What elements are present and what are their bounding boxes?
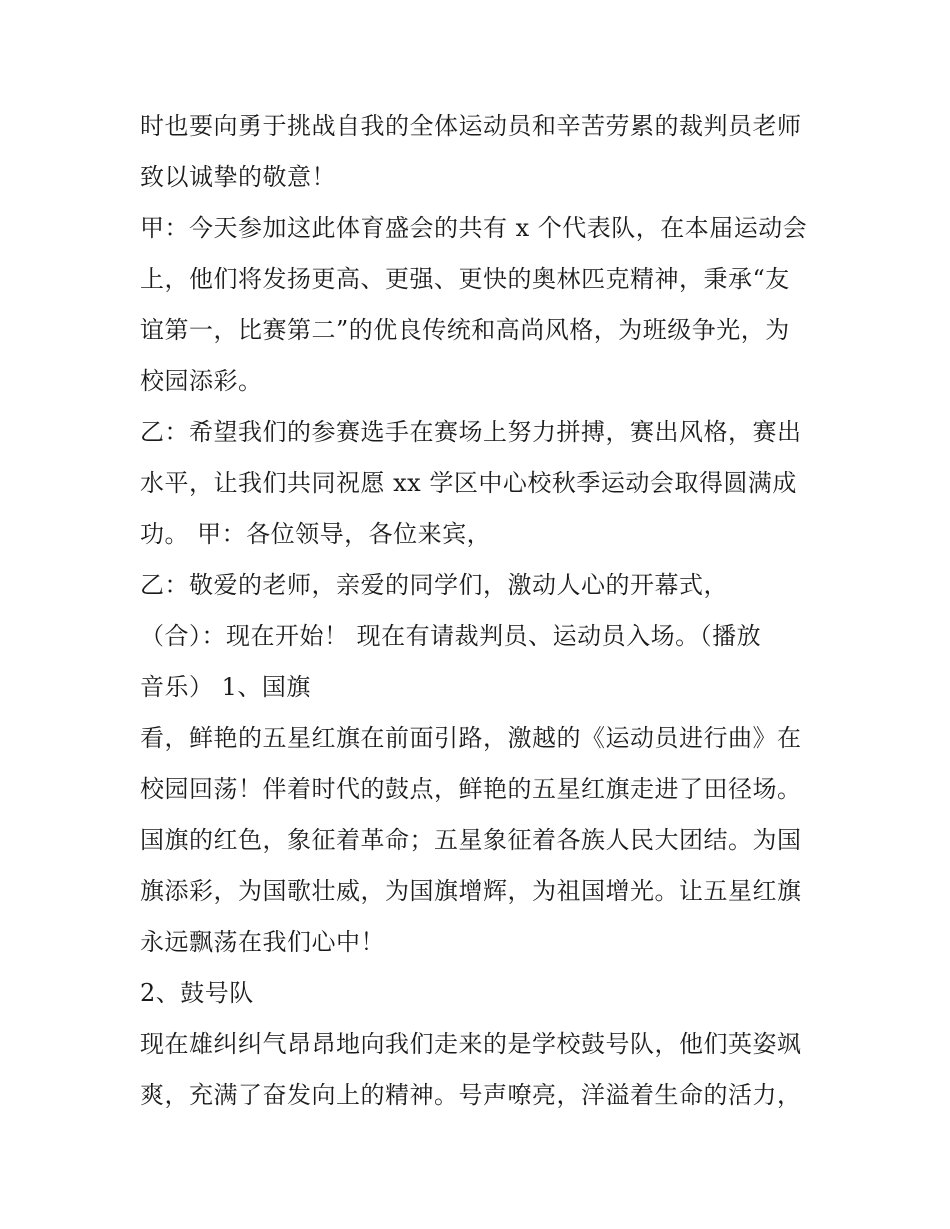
- text-line: 乙：希望我们的参赛选手在赛场上努力拼搏，赛出风格，赛出: [140, 418, 802, 446]
- text-line: 致以诚挚的敬意！: [140, 163, 336, 191]
- text-line: 校园回荡！伴着时代的鼓点，鲜艳的五星红旗走进了田径场。: [140, 775, 802, 803]
- text-line: 谊第一，比赛第二”的优良传统和高尚风格，为班级争光，为: [140, 316, 790, 344]
- text-line: 功。 甲：各位领导，各位来宾，: [140, 520, 492, 548]
- text-line: 永远飘荡在我们心中！: [140, 928, 385, 956]
- text-line: 时也要向勇于挑战自我的全体运动员和辛苦劳累的裁判员老师: [140, 112, 802, 140]
- text-line: 爽，充满了奋发向上的精神。号声嘹亮，洋溢着生命的活力，: [140, 1081, 802, 1109]
- text-line: 甲：今天参加这此体育盛会的共有 x 个代表队，在本届运动会: [140, 214, 808, 242]
- section-heading: 2、鼓号队: [140, 979, 254, 1007]
- text-line: 国旗的红色，象征着革命；五星象征着各族人民大团结。为国: [140, 826, 802, 854]
- text-line: 乙：敬爱的老师，亲爱的同学们，激动人心的开幕式，: [140, 571, 728, 599]
- text-line: 水平，让我们共同祝愿 xx 学区中心校秋季运动会取得圆满成: [140, 469, 797, 497]
- text-line: 上，他们将发扬更高、更强、更快的奥林匹克精神，秉承“友: [140, 265, 790, 293]
- text-line: 校园添彩。: [140, 367, 263, 395]
- text-line: 现在雄纠纠气昂昂地向我们走来的是学校鼓号队，他们英姿飒: [140, 1030, 802, 1058]
- text-line: （合）：现在开始！ 现在有请裁判员、运动员入场。（播放: [140, 622, 762, 650]
- section-heading: 音乐） 1、国旗: [140, 673, 311, 701]
- text-line: 看，鲜艳的五星红旗在前面引路，激越的《运动员进行曲》在: [140, 724, 802, 752]
- body-text: [140, 101, 820, 1121]
- text-line: 旗添彩，为国歌壮威，为国旗增辉，为祖国增光。让五星红旗: [140, 877, 802, 905]
